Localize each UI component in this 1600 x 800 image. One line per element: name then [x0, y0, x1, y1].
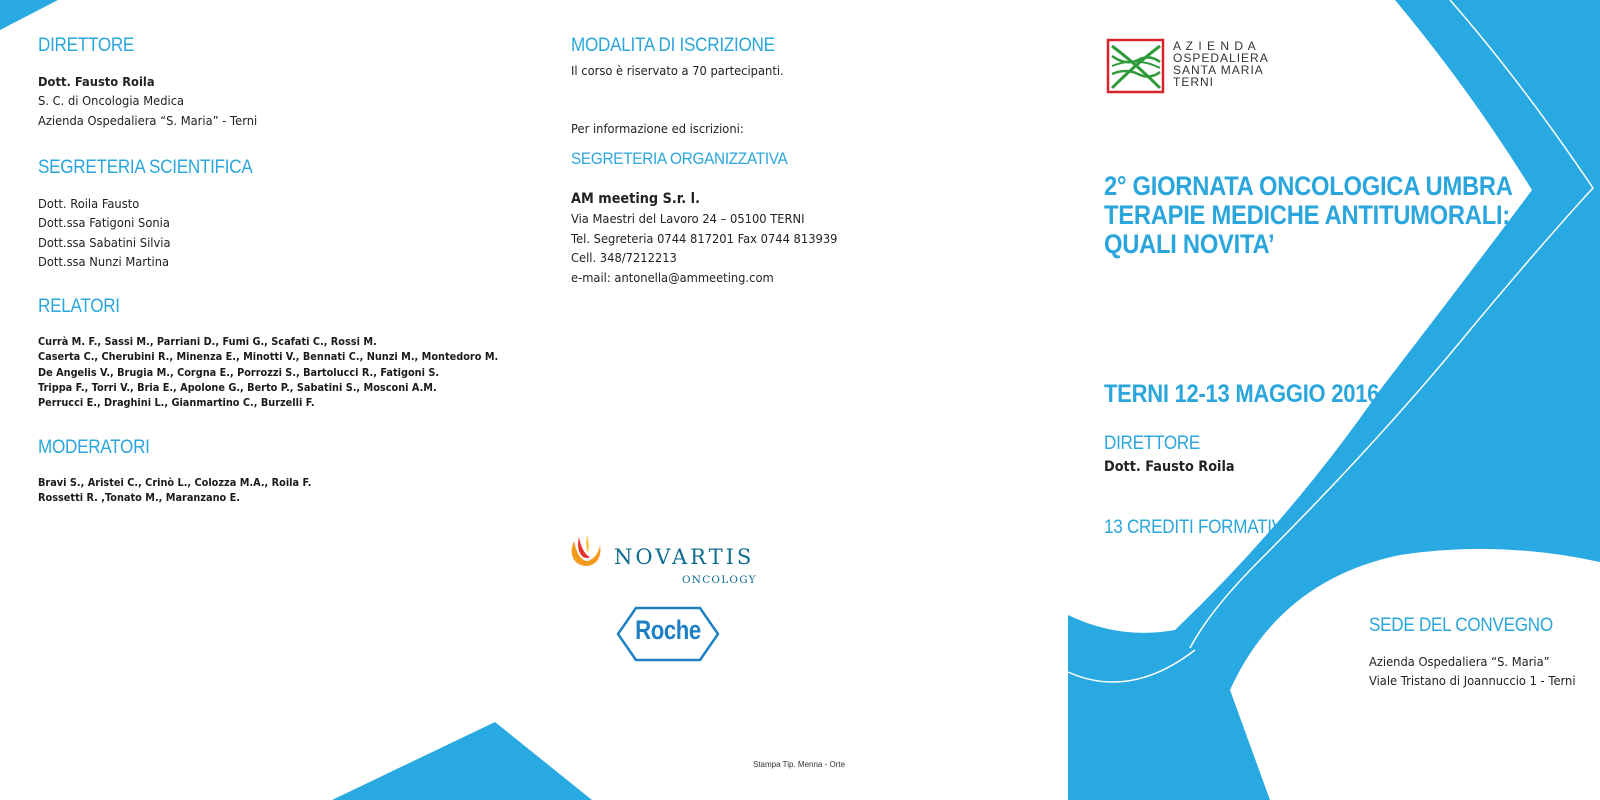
direttore-name: Dott. Fausto Roila [38, 74, 155, 89]
list-item: Dott.ssa Nunzi Martina [38, 254, 170, 270]
relatori-heading: RELATORI [38, 296, 120, 317]
event-title [1104, 172, 1513, 259]
segreteria-organizzativa-heading: SEGRETERIA ORGANIZZATIVA [571, 149, 788, 168]
email-line: e-mail: antonella@ammeeting.com [571, 269, 774, 285]
info-text: Per informazione ed iscrizioni: [571, 121, 744, 136]
logo-line: TERNI [1173, 75, 1214, 89]
list-item: Dott.ssa Sabatini Silvia [38, 234, 171, 250]
list-item: Bravi S., Aristei C., Crinò L., Colozza M.A., Roila F. [38, 477, 312, 489]
direttore-info [38, 72, 257, 130]
title-line: QUALI NOVITA’ [1104, 229, 1275, 259]
hospital-logo-text [1173, 40, 1269, 88]
title-line: 2° GIORNATA ONCOLOGICA UMBRA [1104, 171, 1513, 201]
relatori-list [38, 335, 498, 411]
roche-logo-text: Roche [635, 615, 701, 645]
address-line: Via Maestri del Lavoro 24 – 05100 TERNI [571, 211, 805, 227]
corner-shape-top-left [0, 0, 58, 30]
sede-line: Viale Tristano di Joannuccio 1 - Terni [1369, 673, 1576, 689]
segreteria-organizzativa-info [571, 190, 837, 287]
novartis-flame-icon [568, 533, 604, 569]
title-line: TERAPIE MEDICHE ANTITUMORALI: [1104, 200, 1510, 230]
crediti-formativi: 13 CREDITI FORMATIVI [1104, 517, 1288, 538]
direttore-line: S. C. di Oncologia Medica [38, 93, 185, 109]
cell-line: Cell. 348/7212213 [571, 250, 677, 266]
novartis-logo-text: NOVARTIS [614, 545, 755, 569]
novartis-oncology-text: ONCOLOGY [682, 574, 757, 586]
logo-line: SANTA MARIA [1173, 63, 1264, 77]
modalita-heading: MODALITA DI ISCRIZIONE [571, 35, 775, 56]
sede-address [1369, 652, 1576, 691]
moderatori-list [38, 476, 311, 507]
modalita-text: Il corso è riservato a 70 partecipanti. [571, 63, 784, 78]
right-direttore-name: Dott. Fausto Roila [1104, 459, 1235, 475]
company-name: AM meeting S.r. l. [571, 191, 700, 207]
segreteria-scientifica-heading: SEGRETERIA SCIENTIFICA [38, 157, 253, 178]
segreteria-scientifica-list [38, 194, 171, 272]
sede-line: Azienda Ospedaliera “S. Maria” [1369, 654, 1550, 669]
list-item: Trippa F., Torri V., Bria E., Apolone G., Berto P., Sabatini S., Mosconi A.M. [38, 381, 437, 394]
sede-heading: SEDE DEL CONVEGNO [1369, 615, 1553, 636]
phone-line: Tel. Segreteria 0744 817201 Fax 0744 813939 [571, 230, 838, 246]
moderatori-heading: MODERATORI [38, 437, 150, 458]
list-item: Currà M. F., Sassi M., Parriani D., Fumi G., Scafati C., Rossi M. [38, 336, 377, 348]
list-item: Dott.ssa Fatigoni Sonia [38, 215, 170, 231]
list-item: De Angelis V., Brugia M., Corgna E., Porrozzi S., Bartolucci R., Fatigoni S. [38, 366, 440, 379]
wave-shape-bottom-middle [332, 722, 592, 800]
hospital-logo-icon [1106, 38, 1165, 94]
logo-line: A Z I E N D A [1173, 39, 1257, 53]
list-item: Perrucci E., Draghini L., Gianmartino C., Burzelli F. [38, 397, 315, 410]
list-item: Caserta C., Cherubini R., Minenza E., Minotti V., Bennati C., Nunzi M., Montedoro M. [38, 351, 499, 364]
list-item: Rossetti R. ,Tonato M., Maranzano E. [38, 492, 240, 505]
right-direttore-heading: DIRETTORE [1104, 433, 1201, 454]
logo-line: OSPEDALIERA [1173, 51, 1269, 65]
direttore-heading: DIRETTORE [38, 35, 135, 56]
printer-note: Stampa Tip. Menna - Orte [753, 760, 846, 769]
list-item: Dott. Roila Fausto [38, 196, 140, 211]
event-date: TERNI 12-13 MAGGIO 2016 [1104, 380, 1380, 408]
direttore-line: Azienda Ospedaliera “S. Maria” - Terni [38, 112, 258, 128]
